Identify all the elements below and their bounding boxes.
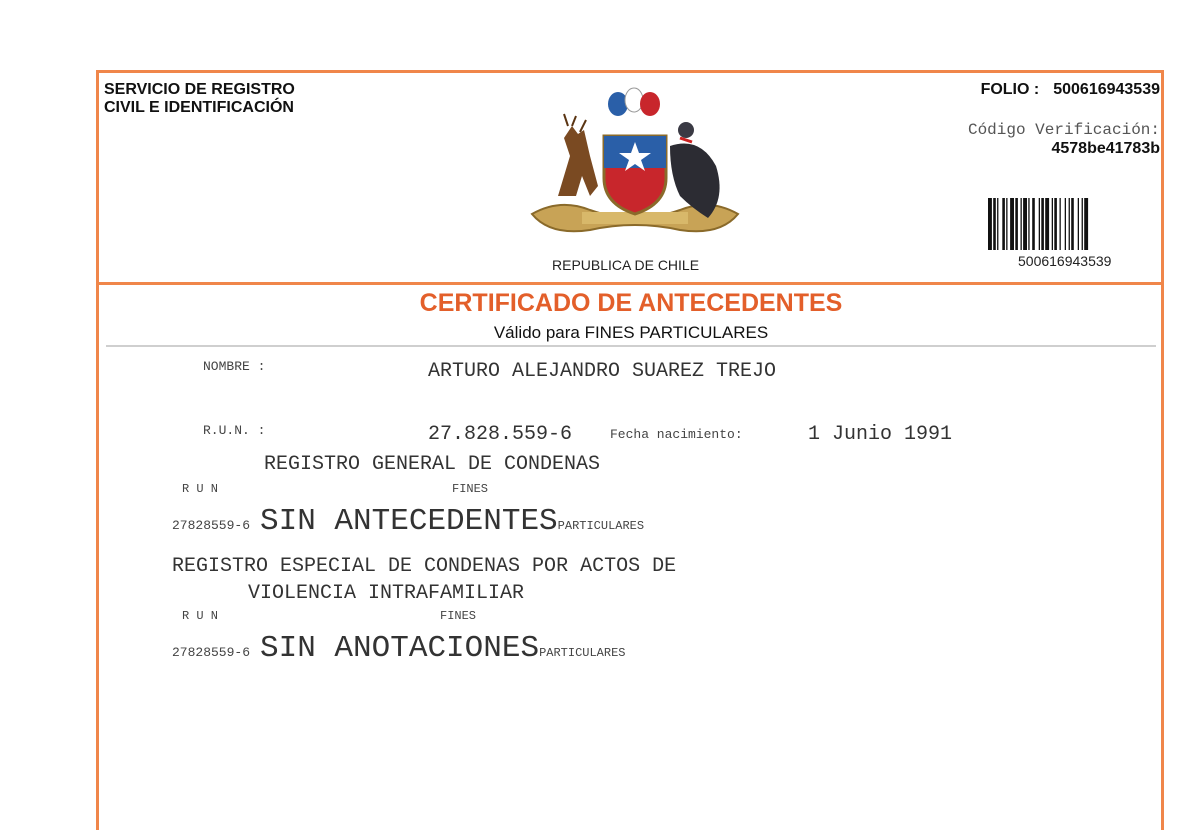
registro-general-row (172, 504, 644, 539)
barcode-bar (1060, 198, 1061, 250)
country-name: REPUBLICA DE CHILE (552, 257, 700, 273)
fecha-value: 1 Junio 1991 (808, 423, 953, 446)
barcode-bar (988, 198, 992, 250)
barcode-bar (1071, 198, 1074, 250)
header-divider (96, 282, 1164, 285)
folio (981, 81, 1160, 99)
barcode (988, 198, 1160, 250)
barcode-bar (1082, 198, 1083, 250)
barcode-bar (1015, 198, 1018, 250)
barcode-number: 500616943539 (1018, 253, 1112, 269)
barcode-bar (997, 198, 998, 250)
fecha-label: Fecha nacimiento: (610, 427, 743, 442)
barcode-bar (1032, 198, 1035, 250)
barcode-bar (1045, 198, 1049, 250)
verification-code: 4578be41783b (1051, 140, 1160, 157)
registro-especial-result: SIN ANOTACIONES (260, 631, 540, 666)
barcode-bar (1084, 198, 1088, 250)
registro-especial-title-2: VIOLENCIA INTRAFAMILIAR (248, 582, 525, 605)
barcode-bar (1021, 198, 1022, 250)
verification-code-label: Código Verificación: (967, 121, 1160, 139)
barcode-bar (1052, 198, 1053, 250)
coat-of-arms-icon (520, 86, 750, 246)
issuer-name (104, 81, 295, 117)
registro-general-fines: PARTICULARES (557, 519, 645, 533)
nombre-value: ARTURO ALEJANDRO SUAREZ TREJO (428, 360, 777, 383)
folio-label: FOLIO : (980, 81, 1040, 98)
barcode-bar (1002, 198, 1005, 250)
run-label: R.U.N. : (203, 423, 266, 438)
registro-general-fines-header: FINES (452, 482, 489, 496)
barcode-bar (1023, 198, 1027, 250)
nombre-label: NOMBRE : (203, 359, 266, 374)
barcode-bar (1069, 198, 1070, 250)
barcode-bar (1054, 198, 1057, 250)
barcode-bar (1078, 198, 1079, 250)
registro-general-title: REGISTRO GENERAL DE CONDENAS (264, 453, 601, 476)
run-value: 27.828.559-6 (428, 423, 573, 446)
registro-especial-fines-header: FINES (440, 609, 477, 623)
registro-especial-run-header: R U N (182, 609, 219, 623)
barcode-bar (993, 198, 996, 250)
registro-general-run: 27828559-6 (172, 518, 251, 533)
barcode-bar (1041, 198, 1044, 250)
registro-especial-row (172, 631, 625, 666)
registro-general-result: SIN ANTECEDENTES (260, 504, 558, 539)
certificate-title: CERTIFICADO DE ANTECEDENTES (419, 289, 843, 317)
registro-general-run-header: R U N (182, 482, 219, 496)
registro-especial-fines: PARTICULARES (539, 646, 626, 660)
barcode-bar (1006, 198, 1007, 250)
folio-number: 500616943539 (1053, 81, 1160, 98)
barcode-bar (1028, 198, 1029, 250)
registro-especial-title-1: REGISTRO ESPECIAL DE CONDENAS POR ACTOS DE (172, 555, 677, 578)
certificate-subtitle: Válido para FINES PARTICULARES (493, 323, 769, 342)
registro-especial-run: 27828559-6 (172, 645, 251, 660)
title-rule (106, 345, 1156, 347)
issuer-line-2: CIVIL E IDENTIFICACIÓN (104, 99, 294, 116)
barcode-bar (1010, 198, 1014, 250)
barcode-bar (1039, 198, 1040, 250)
barcode-bar (1065, 198, 1066, 250)
issuer-line-1: SERVICIO DE REGISTRO (104, 81, 295, 98)
